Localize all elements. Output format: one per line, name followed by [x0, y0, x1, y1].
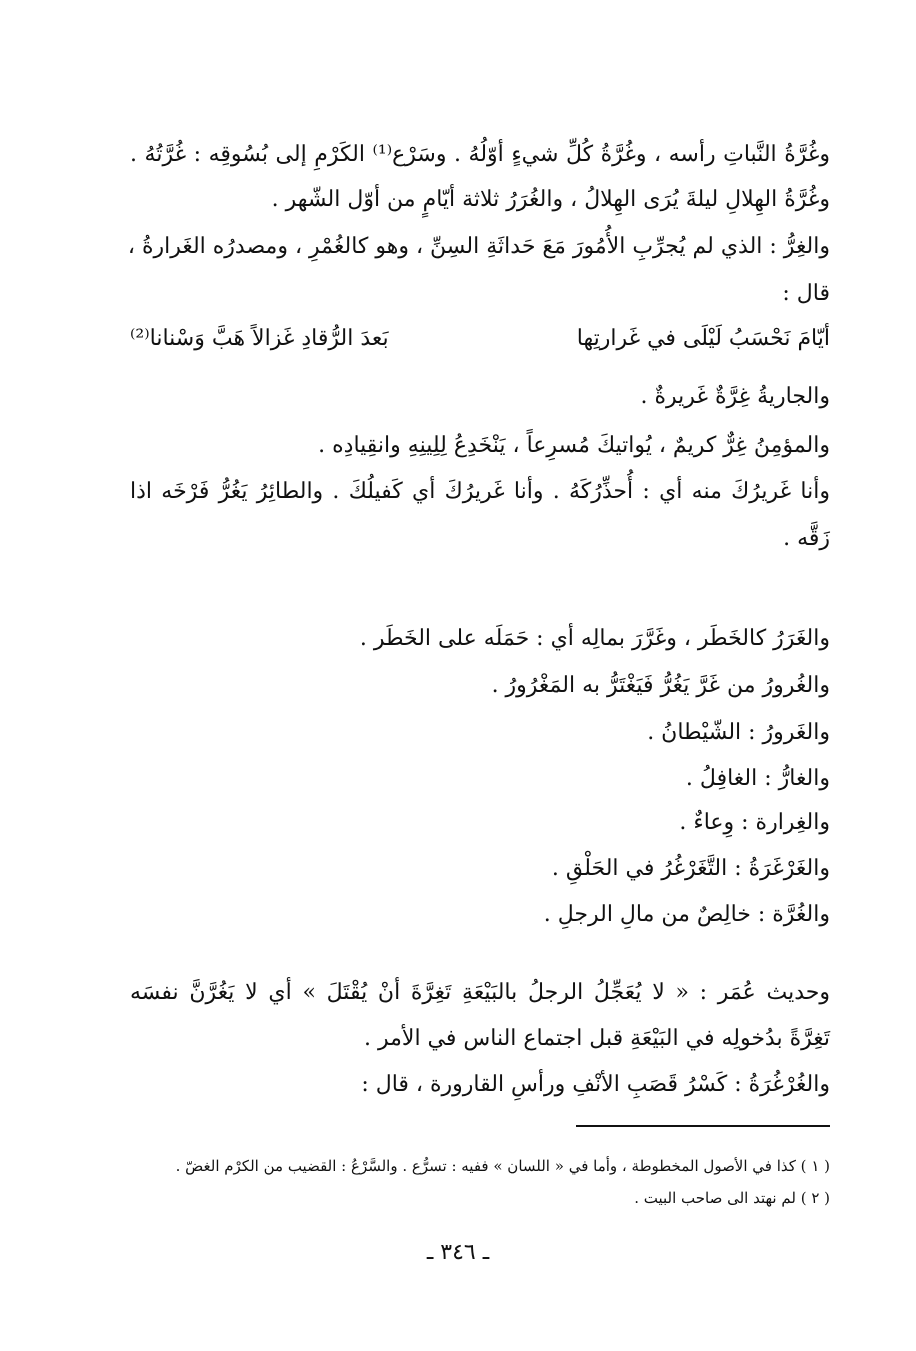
footnote-divider	[576, 1125, 830, 1127]
text-line: وغُرَّةُ النَّباتِ رأسه ، وغُرَّةُ كُلِّ شيءٍ أوّلُهُ . وسَرْع⁽¹⁾ الكَرْمِ إلى بُسُوقِه : غُرَّتُهُ .	[130, 142, 830, 167]
text-line: وحديث عُمَر : « لا يُعَجِّلُ الرجلُ بالبَيْعَةِ تَغِرَّةَ أنْ يُقْتَلَ » أي لا يَغُرَّنَّ نفسَه	[130, 980, 830, 1005]
footnote-2: ( ٢ ) لم نهتد الى صاحب البيت .	[634, 1189, 830, 1207]
text-line: والغَرورُ : الشّيْطانُ .	[647, 720, 830, 745]
text-line: والغارُّ : الغافِلُ .	[685, 766, 830, 791]
text-line: والغُرورُ من غَرَّ يَغُرُّ فَيَغْتَرُّ به المَغْرُورُ .	[491, 673, 830, 698]
text-line: والغِرارة : وِعاءٌ .	[679, 810, 830, 835]
text-line: قال :	[782, 281, 830, 306]
verse-hemistich-second: بَعدَ الرُّقادِ غَزالاً هَبَّ وَسْنانا⁽²⁾	[130, 326, 389, 351]
text-line: والغَرَرُ كالخَطَر ، وغَرَّرَ بمالِه أي : حَمَلَه على الخَطَر .	[359, 626, 830, 651]
text-line: وأنا غَريرُكَ منه أي : أُحذِّرُكَهُ . وأنا غَريرُكَ أي كَفيلُكَ . والطائِرُ يَغُرُّ فَرْخَه اذا	[130, 479, 830, 504]
text-line: والغَرْغَرَةُ : التَّغَرْغُرُ في الحَلْقِ .	[551, 856, 830, 881]
text-line: والغُرَّة : خالِصٌ من مالِ الرجلِ .	[543, 902, 830, 927]
text-line: والغُرْغُرَةُ : كَسْرُ قَصَبِ الأنْفِ ورأسِ القارورة ، قال :	[361, 1072, 830, 1097]
text-line: زَقَّه .	[783, 526, 830, 551]
poetry-verse	[130, 322, 830, 358]
text-line: والمؤمِنُ غِرٌّ كريمٌ ، يُواتيكَ مُسرِعاً ، يَنْخَدِعُ لِلِينِهِ وانقِيادِه .	[318, 433, 830, 458]
footnote-1: ( ١ ) كذا في الأصول المخطوطة ، وأما في « اللسان » ففيه : تسرُّع . والسَّرْعُ : القضيب من الكرْم الغضّ .	[175, 1157, 830, 1175]
text-line: والجاريةُ غِرَّةٌ غَريرةٌ .	[640, 384, 830, 409]
text-line: وغُرَّةُ الهِلالِ ليلةَ يُرَى الهِلالُ ، والغُرَرُ ثلاثة أيّامٍ من أوّل الشّهر .	[271, 187, 830, 212]
text-line: والغِرُّ : الذي لم يُجرِّبِ الأُمُورَ مَعَ حَداثَةِ السِنِّ ، وهو كالغُمْرِ ، ومصدرُه الغَرارةُ ،	[127, 234, 830, 259]
text-line: تَغِرَّةً بدُخولِه في البَيْعَةِ قبل اجتماع الناس في الأمر .	[364, 1026, 830, 1051]
page-number: ـ ٣٤٦ ـ	[426, 1240, 490, 1265]
verse-hemistich-first: أيّامَ نَحْسَبُ لَيْلَى في غَرارتِها	[576, 326, 830, 351]
